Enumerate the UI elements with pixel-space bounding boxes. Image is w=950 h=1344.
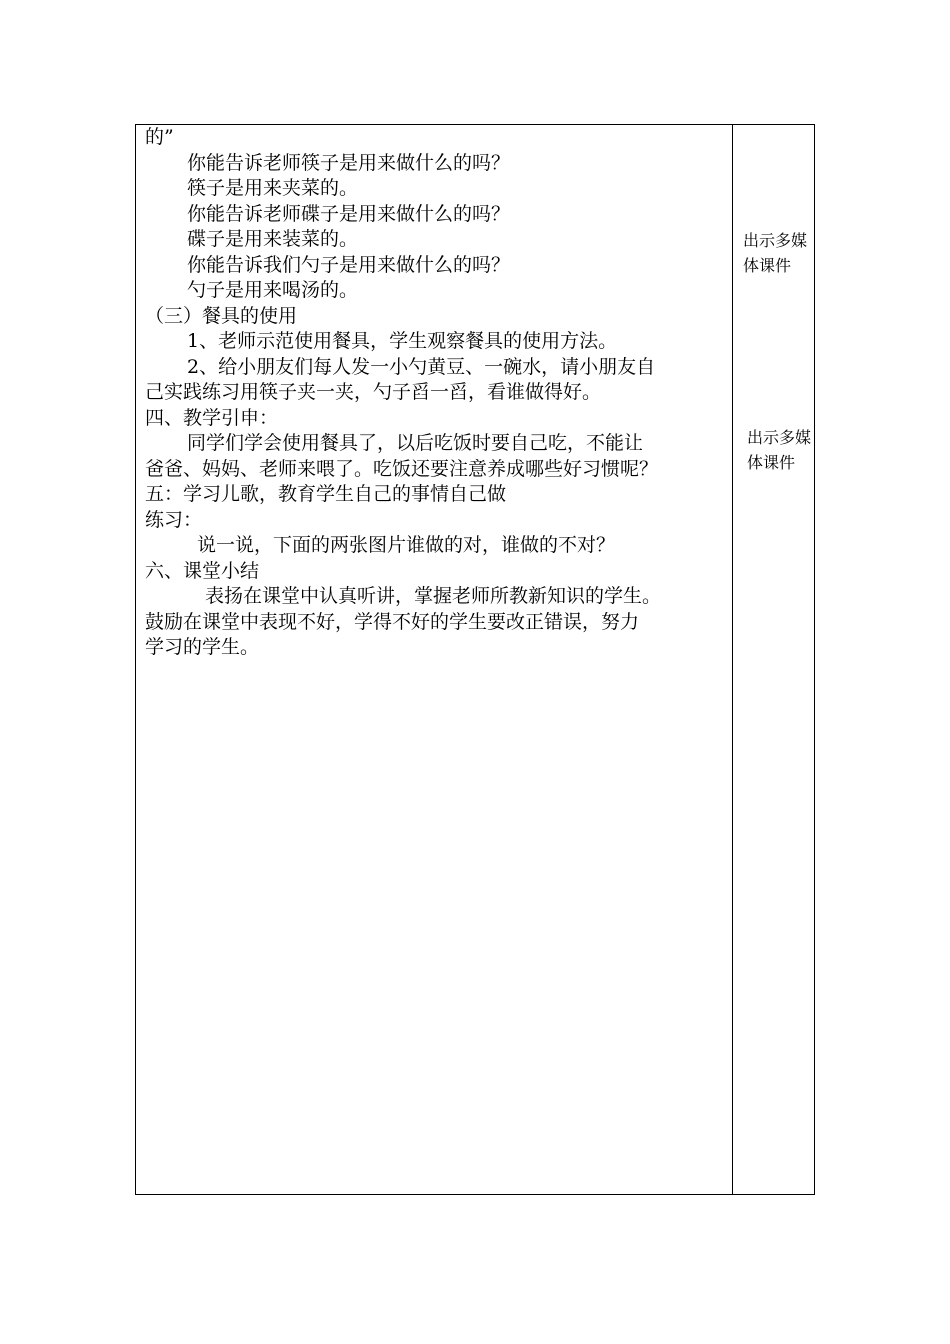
text-line: 你能告诉老师筷子是用来做什么的吗？ xyxy=(187,151,511,174)
text-line: 2、给小朋友们每人发一小勺黄豆、一碗水，请小朋友自 xyxy=(187,355,656,378)
text-line: 说一说，下面的两张图片谁做的对，谁做的不对？ xyxy=(197,534,616,556)
text-line: 勺子是用来喝汤的。 xyxy=(187,279,359,301)
text-line: 你能告诉老师碟子是用来做什么的吗？ xyxy=(187,202,511,225)
text-line: 爸爸、妈妈、老师来喂了。吃饭还要注意养成哪些好习惯呢？ xyxy=(145,457,659,480)
media-note: 出示多媒体课件 xyxy=(743,231,808,275)
text-line: 同学们学会使用餐具了，以后吃饭时要自己吃，不能让 xyxy=(187,432,644,454)
section-heading: 四、教学引申： xyxy=(145,406,279,429)
lesson-table xyxy=(135,124,815,1195)
section-heading: 五：学习儿歌，教育学生自己的事情自己做 xyxy=(145,483,507,505)
text-line: 学习的学生。 xyxy=(145,636,260,658)
media-note: 出示多媒体课件 xyxy=(747,428,812,472)
section-heading: （三）餐具的使用 xyxy=(145,304,298,327)
section-heading: 六、课堂小结 xyxy=(145,559,260,582)
text-line: 的” xyxy=(145,126,174,148)
text-line: 鼓励在课堂中表现不好，学得不好的学生要改正错误，努力 xyxy=(145,610,640,633)
section-heading: 练习： xyxy=(145,508,203,531)
text-line: 1、老师示范使用餐具，学生观察餐具的使用方法。 xyxy=(187,330,618,352)
notes-cell xyxy=(733,125,814,1194)
text-line: 表扬在课堂中认真听讲，掌握老师所教新知识的学生。 xyxy=(205,585,662,607)
text-line: 你能告诉我们勺子是用来做什么的吗？ xyxy=(187,253,511,276)
lesson-content-cell xyxy=(136,125,732,1194)
text-line: 筷子是用来夹菜的。 xyxy=(187,177,359,199)
text-line: 碟子是用来装菜的。 xyxy=(187,228,359,250)
text-line: 己实践练习用筷子夹一夹，勺子舀一舀，看谁做得好。 xyxy=(145,381,602,403)
